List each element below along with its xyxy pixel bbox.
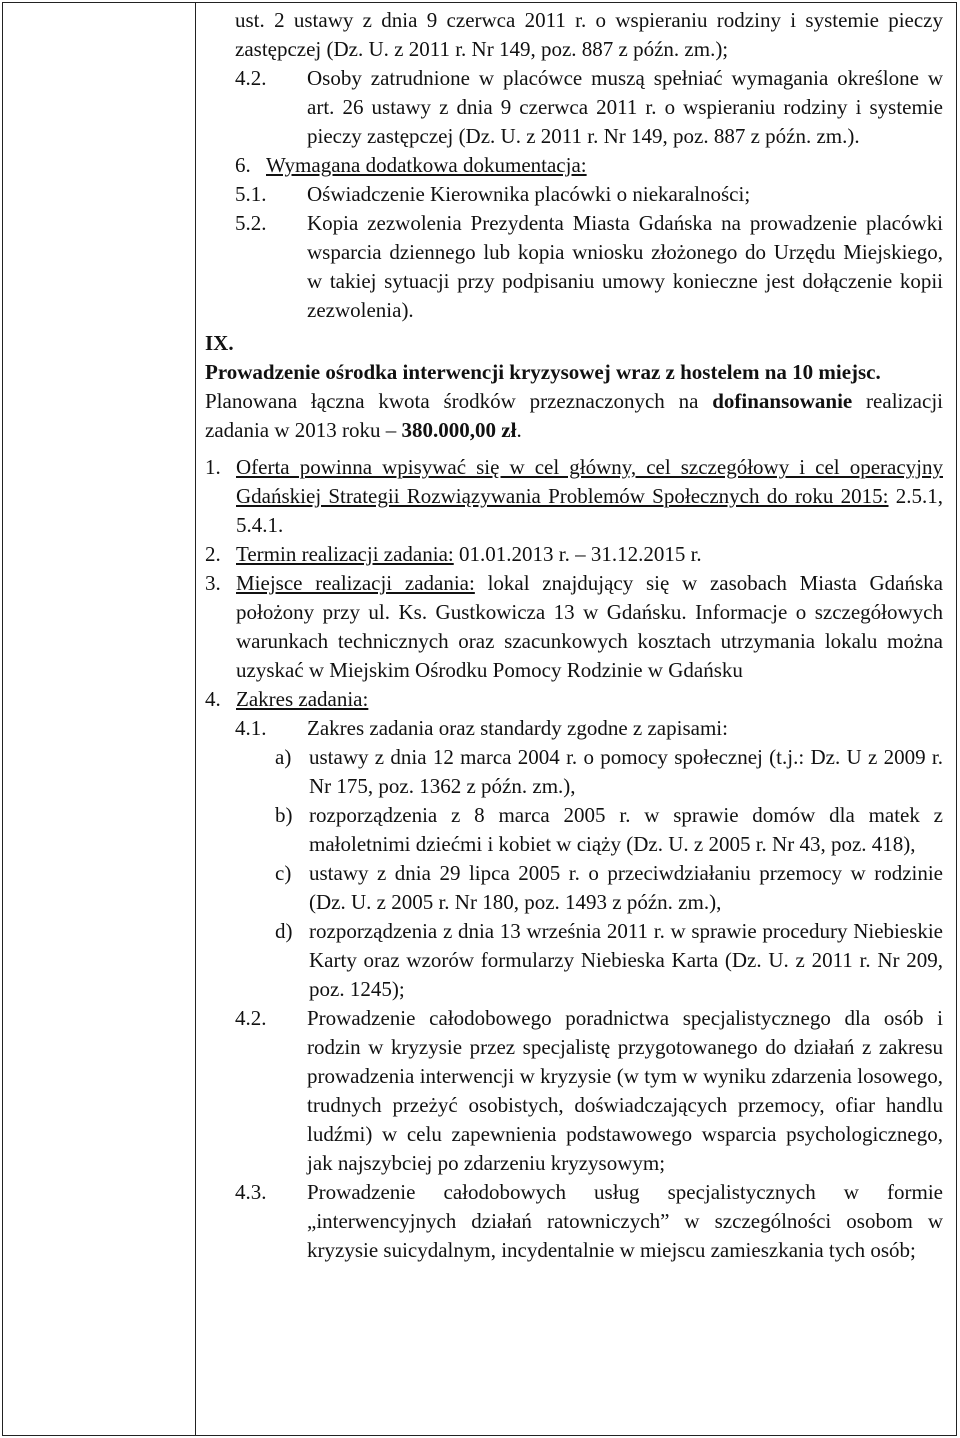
item-value: lokal znajdujący się w zasobach Miasta Gdańska położony przy ul. Ks. Gustkowicza 13 w Gdańsku. Informacje o szczegółowych warunkach technicznych oraz szacunkowych kosztach utrzymania lokalu można uzyskać w Miejskim Ośrodku Pomocy Rodzinie w Gdańsku [236, 571, 943, 682]
clause-text: Kopia zezwolenia Prezydenta Miasta Gdańska na prowadzenie placówki wsparcia dziennego lub kopia wniosku złożonego do Urzędu Miejskiego, w takiej sytuacji przy podpisaniu umowy konieczne jest dołączenie kopii zezwolenia). [307, 211, 943, 322]
clause-5-2 [205, 209, 943, 325]
item-2 [205, 540, 943, 569]
law-letter: d) [275, 919, 293, 943]
law-list [205, 743, 943, 1004]
clause-label: Wymagana dodatkowa dokumentacja: [266, 153, 587, 177]
law-text: ustawy z dnia 12 marca 2004 r. o pomocy społecznej (t.j.: Dz. U z 2009 r. Nr 175, poz. 1362 z późn. zm.), [309, 745, 943, 798]
funding-text-2: realizacji zadania w 2013 roku – [205, 389, 943, 442]
lead-paragraph: ust. 2 ustawy z dnia 9 czerwca 2011 r. o wspieraniu rodziny i systemie pieczy zastępczej (Dz. U. z 2011 r. Nr 149, poz. 887 z późn. zm.); [235, 8, 943, 61]
subitem-4-3 [205, 1178, 943, 1265]
law-letter: a) [275, 745, 292, 769]
law-item-d [275, 917, 943, 1004]
funding-bold: dofinansowanie [712, 389, 853, 413]
subitem-4-1 [205, 714, 943, 743]
funding-text-3: . [516, 418, 522, 442]
funding-text-1: Planowana łączna kwota środków przeznaczonych na [205, 389, 713, 413]
law-text: ustawy z dnia 29 lipca 2005 r. o przeciwdziałaniu przemocy w rodzinie (Dz. U. z 2005 r. Nr 180, poz. 1493 z późn. zm.), [309, 861, 943, 914]
item-label: Miejsce realizacji zadania: [236, 571, 475, 595]
subitem-text: Prowadzenie całodobowego poradnictwa specjalistycznego dla osób i rodzin w kryzysie przez specjalistę przygotowanego do działań z zakresu prowadzenia interwencji w kryzysie (w tym w wyniku zdarzenia losowego, trudnych przeżyć osobistych, doświadczających przemocy, ofiar handlu ludźmi) w celu zapewnienia podstawowego wsparcia psychologicznego, jak najszybciej po zdarzeniu kryzysowym; [307, 1006, 943, 1175]
law-text: rozporządzenia z dnia 13 września 2011 r. w sprawie procedury Niebieskie Karty oraz wzorów formularzy Niebieska Karta (Dz. U. z 2011 r. Nr 209, poz. 1245); [309, 919, 943, 1001]
clause-6 [205, 151, 943, 180]
law-item-b [275, 801, 943, 859]
item-number: 3. [205, 571, 221, 595]
item-number: 1. [205, 455, 221, 479]
law-letter: c) [275, 861, 292, 885]
law-text: rozporządzenia z 8 marca 2005 r. w sprawie domów dla matek z małoletnimi dziećmi i kobiet w ciąży (Dz. U. z 2005 r. Nr 43, poz. 418), [309, 803, 943, 856]
law-item-c [275, 859, 943, 917]
section-number: IX. [205, 331, 234, 355]
margin-rule [195, 2, 196, 1436]
law-letter: b) [275, 803, 293, 827]
clause-4-2 [205, 64, 943, 151]
item-1 [205, 453, 943, 540]
document-body [205, 6, 943, 1265]
item-4 [205, 685, 943, 714]
clause-number: 5.2. [235, 211, 267, 235]
clause-5-1 [205, 180, 943, 209]
item-label: Zakres zadania: [236, 687, 369, 711]
item-number: 2. [205, 542, 221, 566]
clause-number: 4.2. [235, 66, 267, 90]
funding-paragraph [205, 387, 943, 445]
funding-amount: 380.000,00 zł [401, 418, 517, 442]
subitem-number: 4.1. [235, 716, 267, 740]
section-title: Prowadzenie ośrodka interwencji kryzysowej wraz z hostelem na 10 miejsc. [205, 360, 881, 384]
law-item-a [275, 743, 943, 801]
item-text [236, 540, 943, 569]
item-label: Oferta powinna wpisywać się w cel główny, cel szczegółowy i cel operacyjny Gdańskiej Strategii Rozwiązywania Problemów Społecznych do roku 2015: [236, 455, 943, 508]
item-text [236, 453, 943, 540]
subitem-text: Zakres zadania oraz standardy zgodne z zapisami: [307, 716, 728, 740]
subitem-text: Prowadzenie całodobowych usług specjalistycznych w formie „interwencyjnych działań ratowniczych” w szczególności osobom w kryzysie suicydalnym, incydentalnie w miejscu zamieszkania tych osób; [307, 1180, 943, 1262]
item-label: Termin realizacji zadania: [236, 542, 454, 566]
item-text [236, 569, 943, 685]
subitem-number: 4.2. [235, 1006, 267, 1030]
clause-text: Osoby zatrudnione w placówce muszą spełniać wymagania określone w art. 26 ustawy z dnia 9 czerwca 2011 r. o wspieraniu rodziny i systemie pieczy zastępczej (Dz. U. z 2011 r. Nr 149, poz. 887 z późn. zm.). [307, 66, 943, 148]
item-value: 2.5.1, 5.4.1. [236, 484, 943, 537]
item-value: 01.01.2013 r. – 31.12.2015 r. [453, 542, 702, 566]
clause-number: 6. [235, 153, 251, 177]
clause-number: 5.1. [235, 182, 267, 206]
subitem-4-2 [205, 1004, 943, 1178]
item-number: 4. [205, 687, 221, 711]
item-3 [205, 569, 943, 685]
clause-text: Oświadczenie Kierownika placówki o niekaralności; [307, 182, 751, 206]
subitem-number: 4.3. [235, 1180, 267, 1204]
